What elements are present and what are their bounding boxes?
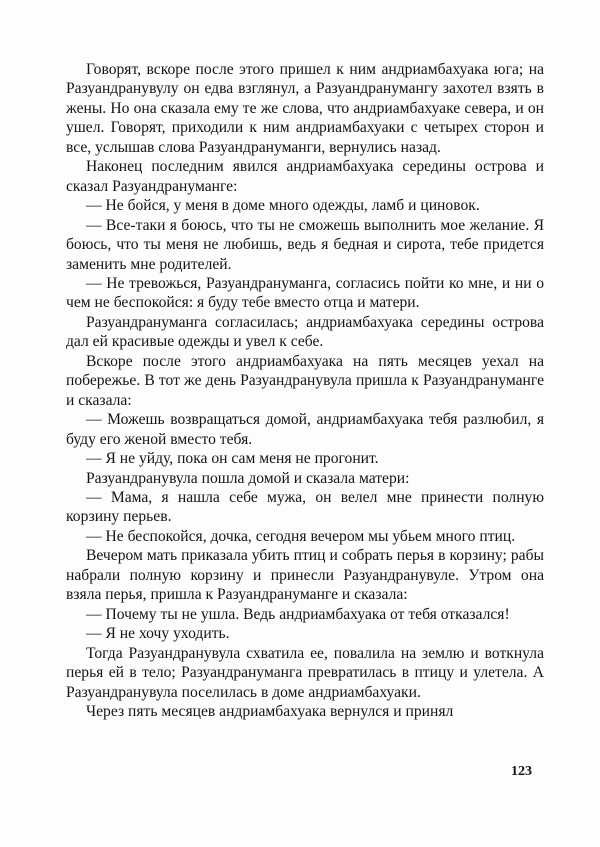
paragraph: Вскоре после этого андриамбахуака на пять месяцев уехал на побережье. В тот же день Разуандранувула пришла к Разуандрануманге и сказала: [66, 352, 544, 409]
dialogue-line: — Почему ты не ушла. Ведь андриамбахуака от тебя отказался! [86, 605, 510, 623]
paragraph: Разуандрануманга согласилась; андриамбахуака середины острова дал ей красивые одежды и увел к себе. [66, 313, 544, 351]
body-text [66, 60, 544, 721]
dialogue-line: — Все-таки я боюсь, что ты не сможешь выполнить мое желание. Я боюсь, что ты меня не любишь, ведь я бедная и сирота, тебе придется заменить мне родителей. [66, 216, 544, 273]
dialogue-line: — Я не хочу уходить. [86, 625, 230, 643]
dialogue-line: — Я не уйду, пока он сам меня не прогонит. [86, 450, 379, 468]
dialogue-line: — Не беспокойся, дочка, сегодня вечером мы убьем много птиц. [86, 527, 516, 545]
paragraph: Говорят, вскоре после этого пришел к ним андриамбахуака юга; на Разуандранувулу он едва взглянул, а Разуандранумангу захотел взять в жены. Но она сказала ему те же слова, что андриамбахуаке севера, и он ушел. Говорят, приходили к ним андриамбахуаки с четырех сторон и все, услышав слова Разуандрануманги, вернулись назад. [66, 61, 544, 156]
paragraph: Наконец последним явился андриамбахуака середины острова и сказал Разуандрануманге: [66, 158, 544, 195]
dialogue-line: — Мама, я нашла себе мужа, он велел мне принести полную корзину перьев. [66, 488, 544, 526]
paragraph: Разуандранувула пошла домой и сказала матери: [86, 469, 410, 487]
dialogue-line: — Можешь возвращаться домой, андриамбахуака тебя разлюбил, я буду его женой вместо тебя. [66, 411, 544, 448]
dialogue-line: — Не бойся, у меня в доме много одежды, ламб и циновок. [86, 197, 480, 215]
page-number: 123 [511, 764, 532, 779]
paragraph: Тогда Разуандранувула схватила ее, повалила на землю и воткнула перья ей в тело; Разуандрануманга превратилась в птицу и улетела. А Разуандранувула поселилась в доме андриамбахуаки. [66, 644, 544, 701]
paragraph: Через пять месяцев андриамбахуака вернулся и принял [86, 702, 454, 720]
paragraph: Вечером мать приказала убить птиц и собрать перья в корзину; рабы набрали полную корзину и принесли Разуандранувуле. Утром она взяла перья, пришла к Разуандрануманге и сказала: [66, 547, 544, 604]
dialogue-line: — Не тревожься, Разуандрануманга, согласись пойти ко мне, и ни о чем не беспокойся: я буду тебе вместо отца и матери. [66, 274, 544, 312]
